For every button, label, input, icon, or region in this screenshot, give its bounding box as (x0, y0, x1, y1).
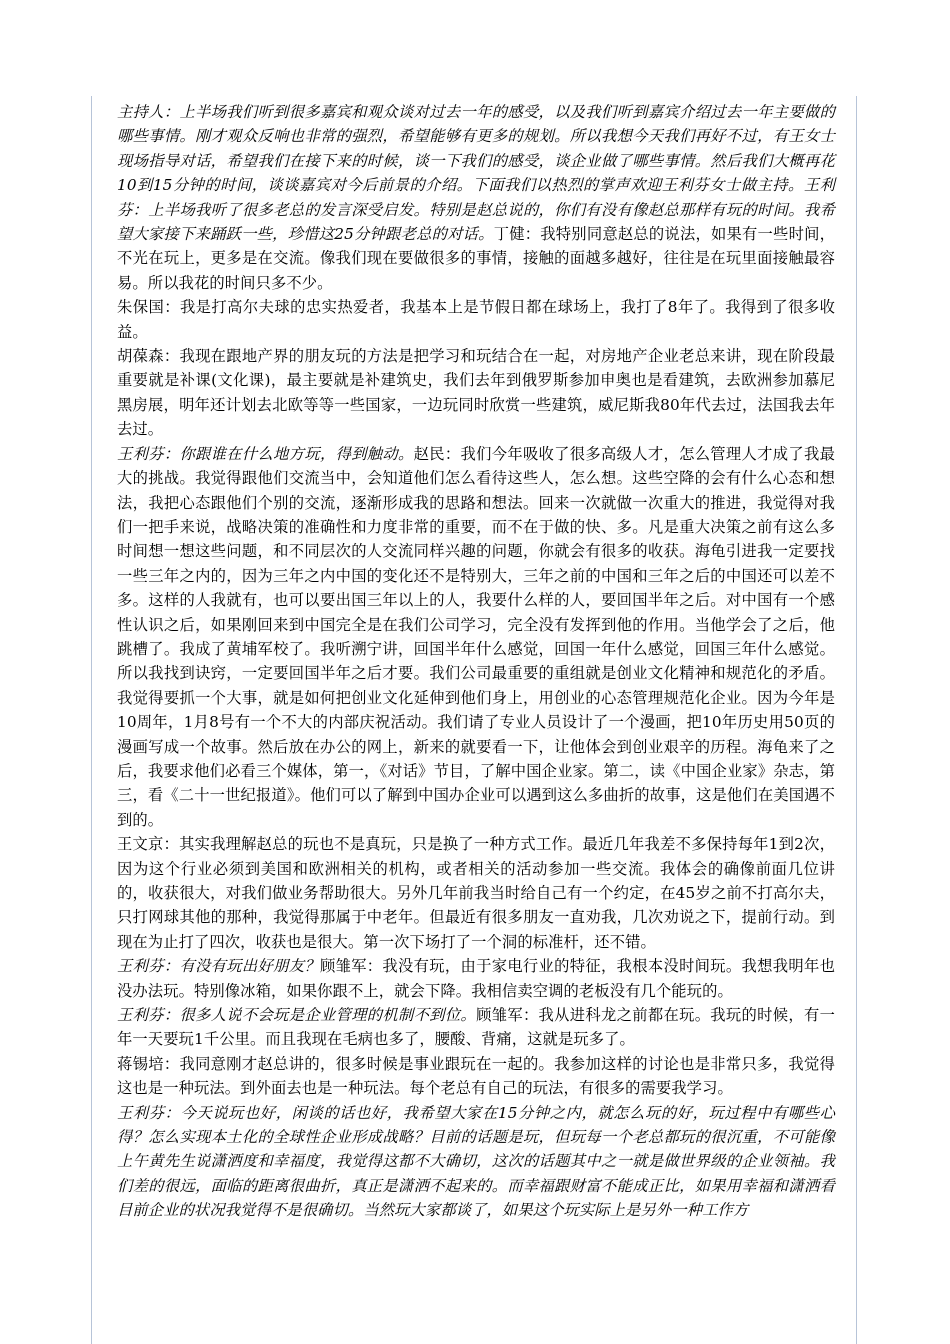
normal-text: 顾雏军：我没有玩，由于家电行业的特征，我根本没时间玩。我想我明年也没办法玩。特别像冰箱，如果你跟不上，就会下降。我相信卖空调的老板没有几个能玩的。 (117, 957, 835, 1000)
paragraph-wang-lifen-closing (117, 1101, 835, 1223)
normal-text: 蒋锡培：我同意刚才赵总讲的，很多时候是事业跟玩在一起的。我参加这样的讨论也是非常只多，我觉得这也是一种玩法。到外面去也是一种玩法。每个老总有自己的玩法，有很多的需要我学习。 (117, 1054, 835, 1098)
italic-text: 王利芬：有没有玩出好朋友？ (117, 957, 320, 976)
normal-text: 丁健：我特别同意赵总的说法，如果有一些时间，不光在玩上，更多是在交流。像我们现在要做很多的事情，接触的面越多越好，往往是在玩里面接触最容易。所以我花的时间只多不少。 (117, 225, 836, 292)
paragraph-hu-baosen (117, 344, 835, 442)
italic-text: 主持人：上半场我们听到很多嘉宾和观众谈对过去一年的感受，以及我们听到嘉宾介绍过去一年主要做的哪些事情。刚才观众反响也非常的强烈，希望能够有更多的规划。所以我想今天我们再好不过，有王女士现场指导对话，希望我们在接下来的时候，谈一下我们的感受，谈企业做了哪些事情。然后我们大概再花10到15分钟的时间，谈谈嘉宾对今后前景的介绍。下面我们以热烈的掌声欢迎王利芬女士做主持。王利芬：上半场我听了很多老总的发言深受启发。特别是赵总说的，你们有没有像赵总那样有玩的时间。我希望大家接下来踊跃一些，珍惜这25分钟跟老总的对话。 (117, 103, 835, 244)
document-body (117, 100, 835, 1223)
paragraph-gu-chujun-2 (117, 1003, 835, 1052)
normal-text: 朱保国：我是打高尔夫球的忠实热爱者，我基本上是节假日都在球场上，我打了8年了。我得到了很多收益。 (117, 298, 835, 341)
paragraph-zhao-min (117, 442, 835, 833)
normal-text: 赵民：我们今年吸收了很多高级人才，怎么管理人才成了我最大的挑战。我觉得跟他们交流当中，会知道他们怎么看待这些人，怎么想。这些空降的会有什么心态和想法，我把心态跟他们个别的交流，逐渐形成我的思路和想法。回来一次就做一次重大的推进，我觉得对我们一把手来说，战略决策的准确性和力度非常的重要，而不在于做的快、多。凡是重大决策之前有这么多时间想一想这些问题，和不同层次的人交流同样兴趣的问题，你就会有很多的收获。海龟引进我一定要找一些三年之内的，因为三年之内中国的变化还不是特别大，三年之前的中国和三年之后的中国还可以差不多。这样的人我就有，也可以要出国三年以上的人，我要什么样的人，要回国半年之后。对中国有一个感性认识之后，如果刚回来到中国完全是在我们公司学习，完全没有发挥到他的作用。当他学会了之后，他跳槽了。我成了黄埔军校了。我听溯宁讲，回国半年什么感觉，回国一年什么感觉，回国三年什么感觉。所以我找到诀窍，一定要回国半年之后才要。我们公司最重要的重组就是创业文化精神和规范化的矛盾。我觉得要抓一个大事，就是如何把创业文化延伸到他们身上，用创业的心态管理规范化企业。因为今年是10周年，1月8号有一个不大的内部庆祝活动。我们请了专业人员设计了一个漫画，把10年历史用50页的漫画写成一个故事。然后放在办公的网上，新来的就要看一下，让他体会到创业艰辛的历程。海龟来了之后，我要求他们必看三个媒体，第一，《对话》节目，了解中国企业家。第二，读《中国企业家》杂志，第三，看《二十一世纪报道》。他们可以了解到中国办企业可以遇到这么多曲折的故事，这是他们在美国遇不到的。 (117, 444, 835, 829)
italic-text: 王利芬：今天说玩也好，闲谈的话也好，我希望大家在15分钟之内，就怎么玩的好，玩过程中有哪些心得？怎么实现本土化的全球性企业形成战略？目前的话题是玩，但玩每一个老总都玩的很沉重，不可能像上午黄先生说潇洒度和幸福度，我觉得这都不大确切，这次的话题其中之一就是做世界级的企业领袖。我们差的很远，面临的距离很曲折，真正是潇洒不起来的。而幸福跟财富不能成正比，如果用幸福和潇洒看目前企业的状况我觉得不是很确切。当然玩大家都谈了，如果这个玩实际上是另外一种工作方 (117, 1103, 835, 1220)
paragraph-zhu-baoguo (117, 295, 835, 344)
normal-text: 王文京：其实我理解赵总的玩也不是真玩，只是换了一种方式工作。最近几年我差不多保持每年1到2次，因为这个行业必须到美国和欧洲相关的机构，或者相关的活动参加一些交流。我体会的确像前面几位讲的，收获很大，对我们做业务帮助很大。另外几年前我当时给自己有一个约定，在45岁之前不打高尔夫，只打网球其他的那种，我觉得那属于中老年。但最近有很多朋友一直劝我，几次劝说之下，提前行动。到现在为止打了四次，收获也是很大。第一次下场打了一个洞的标准杆，还不错。 (117, 835, 835, 951)
italic-text: 王利芬：很多人说不会玩是企业管理的机制不到位。 (117, 1006, 477, 1025)
normal-text: 顾雏军：我从进科龙之前都在玩。我玩的时候，有一年一天要玩1千公里。而且我现在毛病也多了，腰酸、背痛，这就是玩多了。 (117, 1006, 835, 1049)
paragraph-gu-chujun-1 (117, 954, 835, 1003)
italic-text: 王利芬：你跟谁在什么地方玩，得到触动。 (117, 444, 414, 463)
paragraph-jiang-xipei (117, 1052, 835, 1101)
paragraph-wang-wenjing (117, 832, 835, 954)
paragraph-host-opening (117, 100, 835, 295)
normal-text: 胡葆森：我现在跟地产界的朋友玩的方法是把学习和玩结合在一起，对房地产企业老总来讲，现在阶段最重要就是补课(文化课)，最主要就是补建筑史，我们去年到俄罗斯参加申奥也是看建筑，去欧洲参加慕尼黑房展，明年还计划去北欧等等一些国家，一边玩同时欣赏一些建筑，威尼斯我80年代去过，法国我去年去过。 (117, 347, 835, 439)
